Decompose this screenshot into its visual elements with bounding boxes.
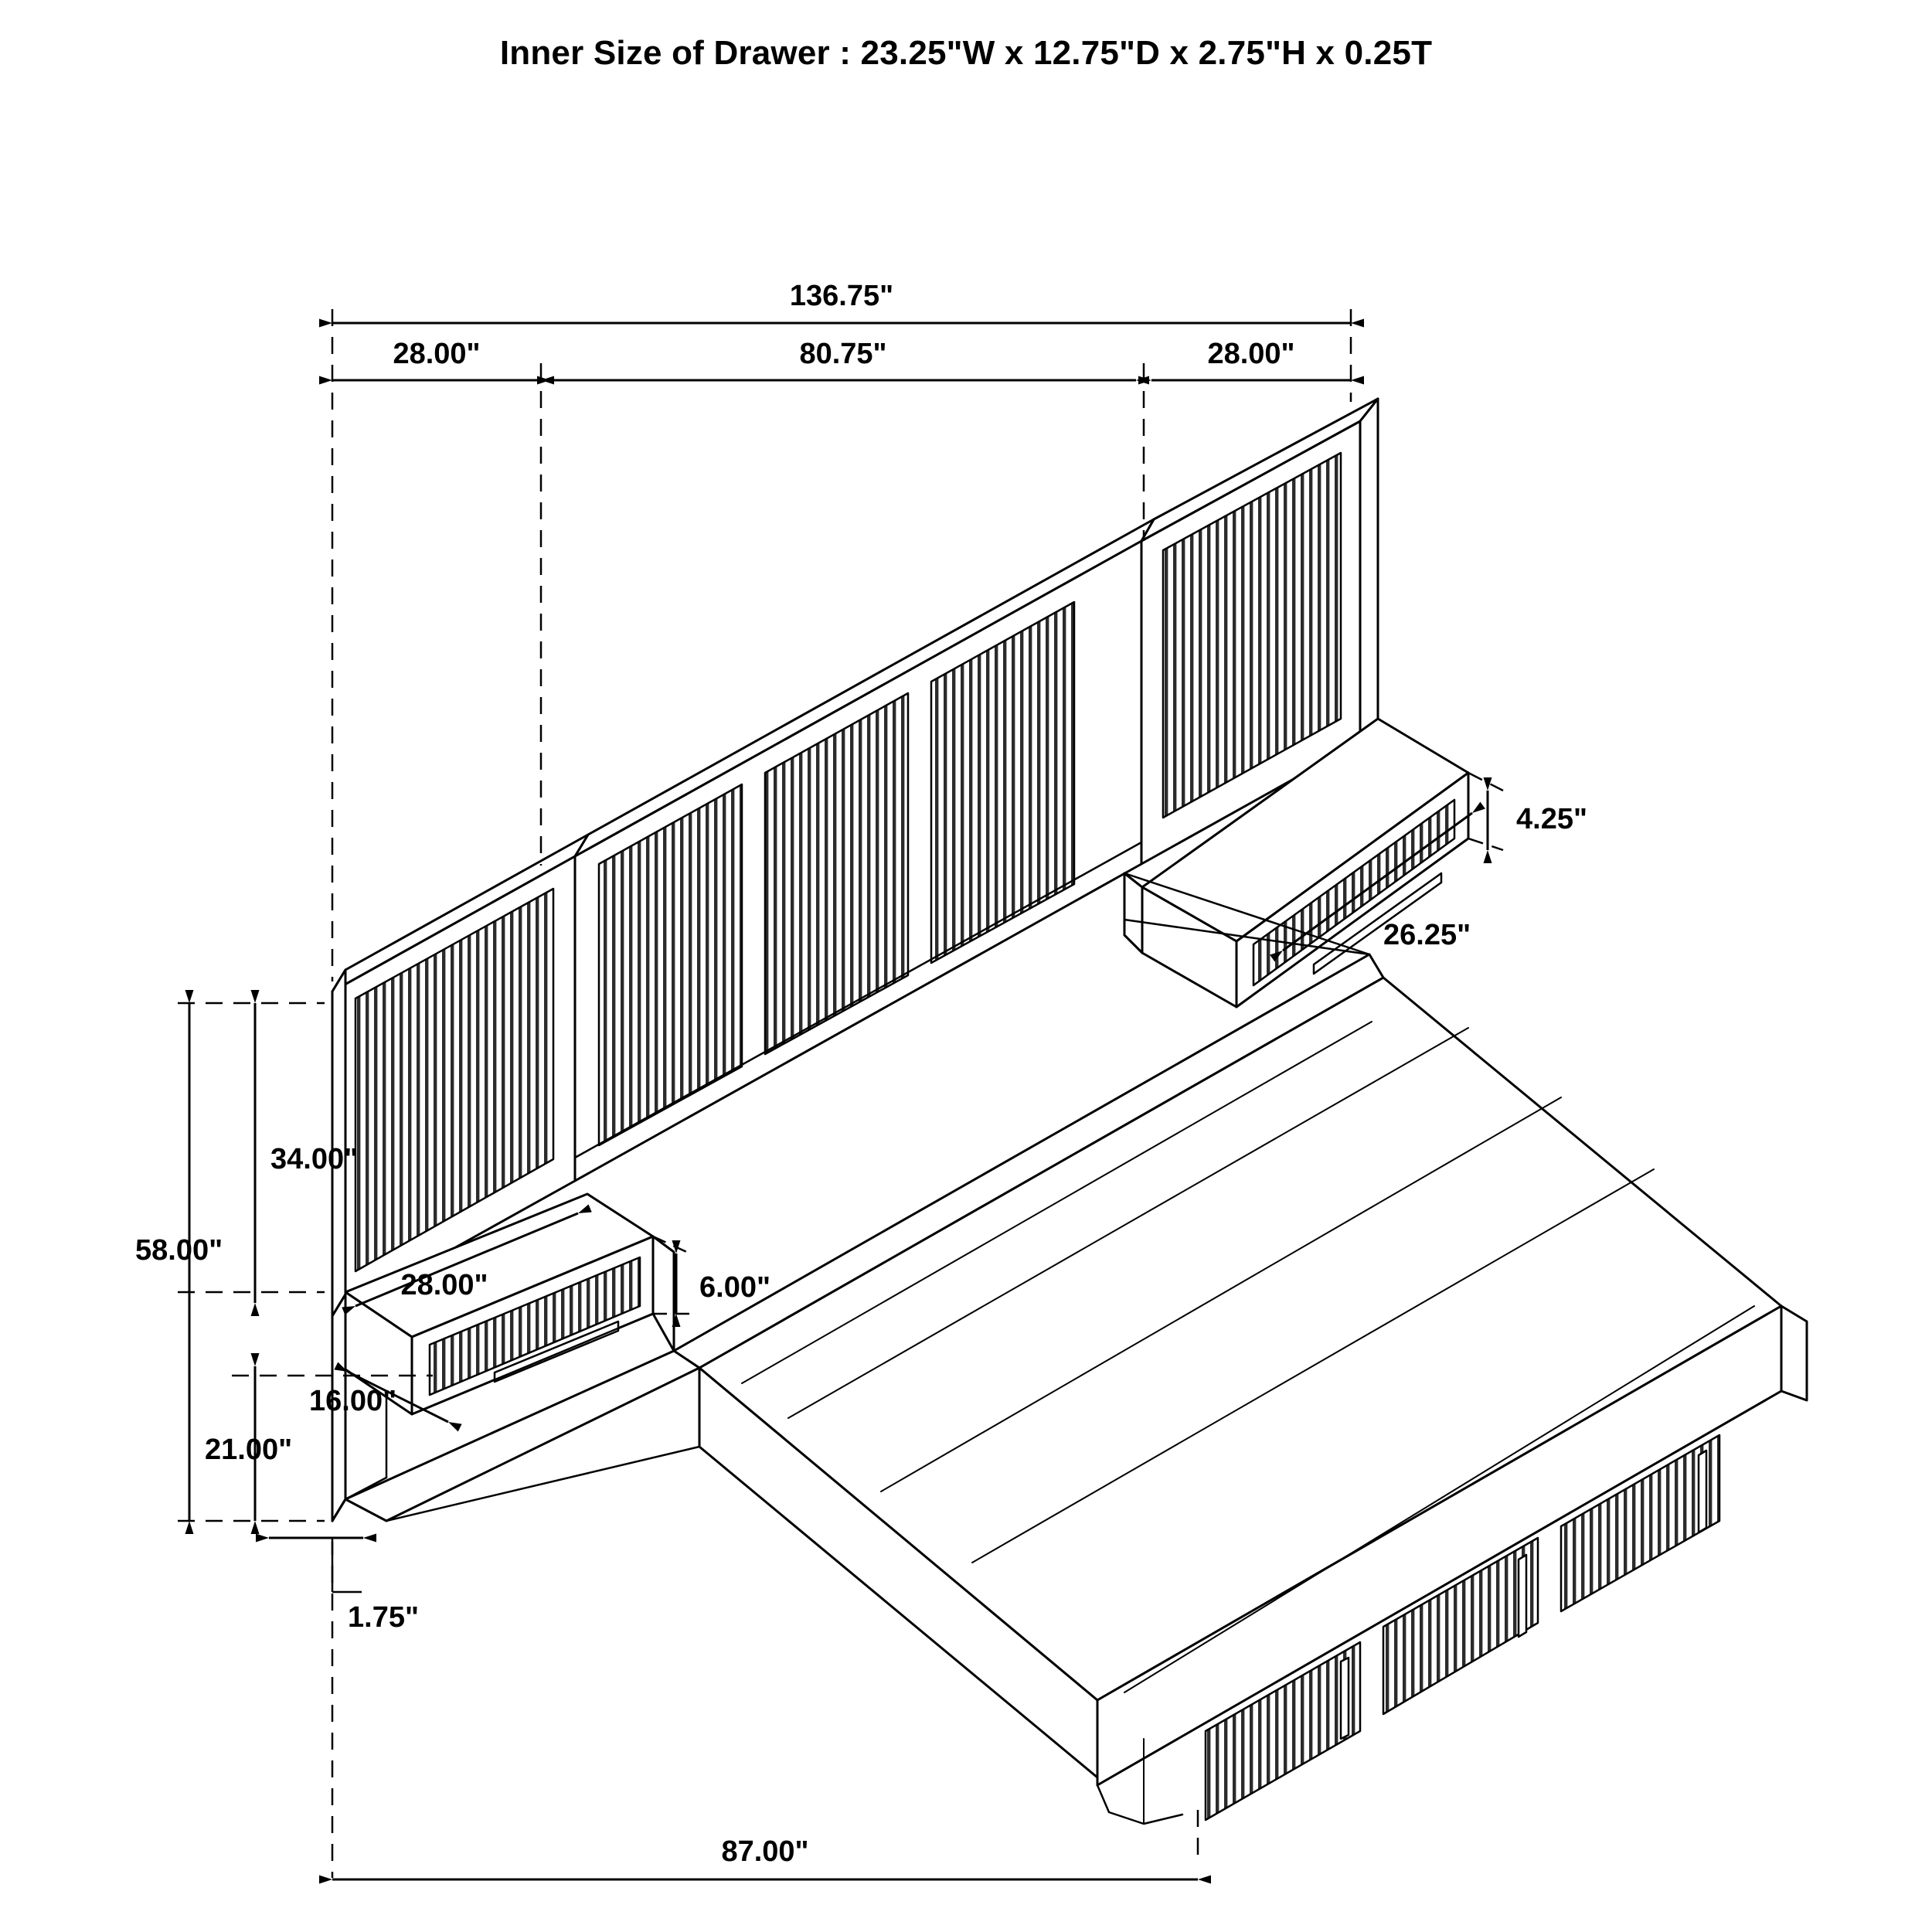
left-rail-connector: [653, 1236, 674, 1351]
headboard-center-section: [575, 519, 1154, 1181]
label-right-drawer-height: 4.25": [1516, 803, 1587, 835]
label-left-nightstand-width: 28.00": [400, 1269, 488, 1301]
label-panel-height: 34.00": [270, 1143, 359, 1175]
label-right-nightstand-depth: 26.25": [1383, 919, 1471, 951]
label-floor-to-nightstand: 21.00": [205, 1434, 293, 1466]
label-total-height: 58.00": [135, 1234, 223, 1267]
dim-right-drawer-height: [1468, 773, 1503, 850]
page-title: Inner Size of Drawer : 23.25"W x 12.75"D x 2.75"H x 0.25T: [499, 34, 1433, 72]
label-overall-width: 136.75": [789, 280, 894, 312]
label-left-drawer-height: 6.00": [699, 1271, 770, 1304]
label-bed-length: 87.00": [721, 1835, 809, 1868]
label-headboard-width: 80.75": [799, 338, 887, 370]
label-right-nightstand-width: 28.00": [1207, 338, 1295, 370]
dim-base-thickness: [269, 1538, 363, 1592]
label-left-nightstand-depth: 16.00": [309, 1385, 397, 1417]
label-left-nightstand-width: 28.00": [393, 338, 481, 370]
label-base-thickness: 1.75": [348, 1601, 419, 1634]
